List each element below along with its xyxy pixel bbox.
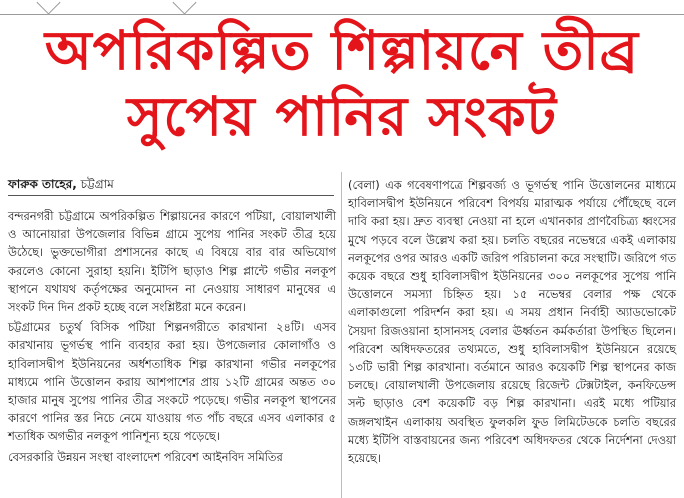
byline-divider — [8, 195, 334, 196]
article-paragraph: চট্টগ্রামের চতুর্থ বিসিক পটিয়া শিল্পনগরীতে কারখানা ২৪টি। এসব কারখানায় ভূগর্ভস্থ পানি ব্যবহার করা হয়। উপজেলার কোলাগাঁও ও হাবিলাসদ্বীপ ইউনিয়নের অর্ধশতাধিক শিল্প কারখানা গভীর নলকূপের মাধ্যমে পানি উত্তোলন করায় আশপাশের প্রায় ১২টি গ্রামের অন্তত ৩০ হাজার মানুষ সুপেয় পানির তীব্র সংকটে পড়েছে। গভীর নলকূপ স্থাপনের কারণে পানির স্তর নিচে নেমে যাওয়ায় গত পাঁচ বছরে এসব এলাকার ৫ শতাধিক অগভীর নলকূপ পানিশূন্য হয়ে পড়েছে। — [8, 320, 336, 444]
headline-line-2: সুপেয় পানির সংকট — [126, 85, 558, 148]
article-column-left — [8, 207, 336, 466]
article-paragraph: (বেলা) এক গবেষণাপত্রে শিল্পবর্জ্য ও ভূগর্ভস্থ পানি উত্তোলনের মাধ্যমে হাবিলাসদ্বীপ ইউনিয়নে পরিবেশ বিপর্যয় মারাত্মক পর্যায়ে পৌঁছেছে বলে দাবি করা হয়। দ্রুত ব্যবস্থা নেওয়া না হলে এখানকার প্রাণবৈচিত্র্য ধ্বংসের মুখে পড়বে বলে উল্লেখ করা হয়। চলতি বছরের নভেম্বরে একই এলাকায় নলকূপের ওপর আরও একটি জরিপ পরিচালনা করে সংস্থাটি। জরিপে গত কয়েক বছরে শুধু হাবিলাসদ্বীপ ইউনিয়নের ৩০০ নলকূপের সুপেয় পানি উত্তোলনে সমস্যা চিহ্নিত হয়। ১৫ নভেম্বর বেলার পক্ষ থেকে এলাকাগুলো পরিদর্শন করা হয়। এ সময় প্রধান নির্বাহী অ্যাডভোকেট সৈয়দা রিজওয়ানা হাসানসহ বেলার ঊর্ধ্বতন কর্মকর্তারা উপস্থিত ছিলেন। পরিবেশ অধিদফতরের তথ্যমতে, শুধু হাবিলাসদ্বীপ ইউনিয়নে রয়েছে ১৩টি ভারী শিল্প কারখানা। বর্তমানে আরও কয়েকটি শিল্প স্থাপনের কাজ চলছে। বোয়ালখালী উপজেলায় রয়েছে রিজেন্ট টেক্সটাইল, কনফিডেন্স সল্ট ছাড়াও বেশ কয়েকটি বড় শিল্প কারখানা। এরই মধ্যে পটিয়ার জঙ্গলখাইন এলাকায় অবস্থিত ফুলকলি ফুড লিমিটেডকে চলতি বছরের মধ্যে ইটিপি বাস্তবায়নের জন্য পরিবেশ অধিদফতর থেকে নির্দেশনা দেওয়া হয়েছে। — [348, 178, 676, 466]
page-top-border — [0, 0, 684, 15]
column-divider — [341, 172, 342, 498]
border-notch — [172, 0, 196, 15]
headline — [0, 18, 684, 150]
byline — [8, 176, 114, 196]
border-notch — [36, 0, 60, 15]
byline-place: চট্টগ্রাম — [76, 177, 114, 191]
article-paragraph: বেসরকারি উন্নয়ন সংস্থা বাংলাদেশ পরিবেশ আইনবিদ সমিতির — [8, 449, 283, 464]
headline-line-1: অপরিকল্পিত শিল্পায়নে তীব্র — [44, 19, 640, 82]
article-column-right — [348, 176, 676, 467]
article-paragraph: বন্দরনগরী চট্টগ্রামে অপরিকল্পিত শিল্পায়নের কারণে পটিয়া, বোয়ালখালী ও আনোয়ারা উপজেলার বিভিন্ন গ্রামে সুপেয় পানির সংকট তীব্র হয়ে উঠেছে। ভুক্তভোগীরা প্রশাসনের কাছে এ বিষয়ে বার বার অভিযোগ করলেও কোনো সুরাহা হয়নি। ইটিপি ছাড়াও শিল্প প্লান্টে গভীর নলকূপ স্থাপনে যথাযথ কর্তৃপক্ষের অনুমোদন না নেওয়ায় সাধারণ মানুষের এ সংকট দিন দিন প্রকট হচ্ছে বলে সংশ্লিষ্টরা মনে করেন। — [8, 209, 336, 315]
byline-author: ফারুক তাহের, — [8, 177, 77, 191]
